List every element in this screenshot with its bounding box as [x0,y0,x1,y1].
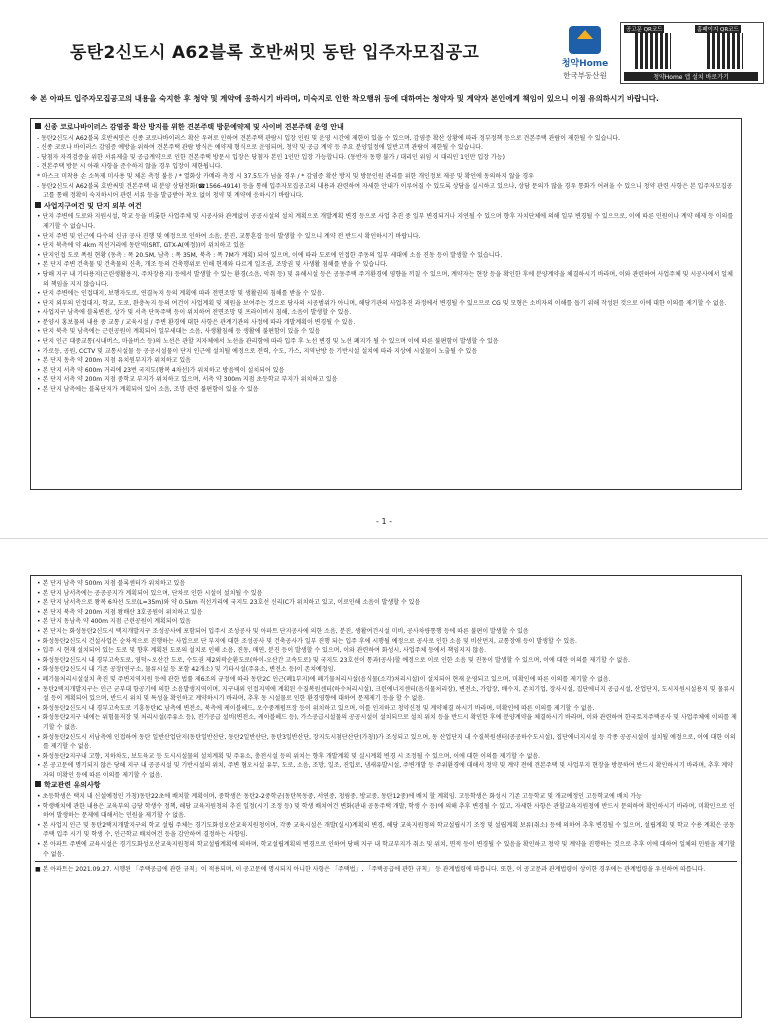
page-divider [0,538,768,539]
section-box-2 [30,575,742,1018]
list-item: • 단지 인근 대중교통(시내버스, 마을버스 등)의 노선은 관할 지자체에서 노선을 관리함에 따라 입주 후 노선 변경 및 노선 폐지가 될 수 있으며 이에 따른 불편함이 발생할 수 있음 [37,338,499,346]
list-item: • 단지 북측 및 남측에는 근린공원이 계획되어 일부세대는 소음, 사생활침해 등 생활에 불편함이 있을 수 있음 [37,328,321,336]
square-bullet-icon [35,781,41,787]
list-item: - 견본주택 방문 시 아래 사항을 준수하지 않을 경우 입장이 제한됩니다. [37,163,223,171]
list-item: • 단지인접 도로 폭원 현황 (동측 : 폭 20.5M, 남측 : 폭 35M, 북측 : 폭 7M가 계획) 되어 있으며, 이에 따라 도로에 인접한 주동의 일부 세대에 소음 진동 등이 발생할 수 있습니다. [37,251,503,259]
house-logo-icon [569,26,601,54]
section-heading: 학교관련 유의사항 [35,781,737,791]
list-item: - 동탄2신도시 A62블록 호반써밋 견본주택 내 분양 상담전화(☎1566-4914) 등을 통해 입주자모집공고의 내용과 관련하여 자세한 안내가 이루어질 수 있도록 상담을 실시하고 있으나, 상담 문의가 많을 경우 통화가 어려울 수 있으니 청약 관련 사항은 본 입주자모집공고를 통해 정확히 숙지하시어 관련 서류 등을 발급받아 착오 없이 청약 및 계약에 응하시기 바랍니다. [37,182,733,200]
list-item: • 초등학생은 택지 내 신설예정인 가칭)동탄22초에 배치할 계획이며, 중학생은 동탄2-2중학군(동탄목동중, 서연중, 청림중, 방교중, 동탄12중)에 배치 할 계획임. 고등학생은 화성시 기존 고등학교 및 개교예정인 고등학교에 배치 가능 [37,793,642,801]
list-item: • 단지 북측에 약 4km 직선거리에 동탄역(SRT, GTX-A(예정))이 위치하고 있음 [37,242,245,250]
list-item: • 본 단지는 화성동탄2신도시 택지개발지구 조성공사에 포함되어 입주시 조성공사 및 아파트 단지공사에 의한 소음, 분진, 생활여건시설 미비, 공사차량통행 등에 따른 불편이 발생할 수 있음 [37,627,529,635]
qr-label-notice: 공고문 QR코드 [626,27,663,33]
list-item: • 본 단지 남측에는 블록단지가 계획되어 있어 소음, 조망 관련 불편함이 있을 수 있음 [37,386,259,394]
list-item: • 본 단지 서측 약 200m 지점 중학교 부지가 위치하고 있으며, 서측 약 300m 지점 초등학교 부지가 위치하고 있음 [37,376,338,384]
section-body [35,212,737,394]
list-item: • 본 단지 주변 건축물 및 건축물의 신축, 개조 등의 건축행위로 인해 현재와 다르게 일조권, 조망권 및 사생활 침해를 받을 수 있습니다. [37,261,388,269]
list-item: • 화성동탄2지구 내에는 위험물저장 및 처리시설(주유소 등), 전기공급 설비(변전소, 케이블헤드 등), 가스공급시설물의 공공시설이 설치되므로 설치 위치 등을 반드시 확인한 후에 분양계약을 체결하시기 바라며, 이와 관련하여 한국토지주택공사 및 사업주체에 이의를 제기할 수 없음. [37,714,737,731]
list-item: • 폐기물처리시설설치 촉진 및 주변지역지원 등에 관한 법률 제6조의 규정에 따라 동탄2C 인근(폐1부지)에 폐기물처리시설(음식물(소각)처리시설)이 설치되어 현재 운영되고 있으며, 미확인에 따른 이의를 제기할 수 없음. [37,675,611,683]
section-box-1 [30,118,742,490]
list-item: • 사업지구 남측에 블록변전, 상가 및 서측 단독주택 등이 위치하여 전면조망 및 프라이버시 침해, 소음이 발생할 수 있음. [37,309,352,317]
section-heading: 사업지구여건 및 단지 외부 여건 [35,202,737,212]
list-item: • 당해 지구 내 기타용지(근린생활용지, 주차장용지) 등에서 발생할 수 있는 환경(소음, 악취 등) 및 유해시설 등은 공동주택 주거환경에 영향을 끼칠 수 있으며, 계약자는 현장 등을 확인한 후에 분양계약을 체결하시기 바라며, 이와 관련하여 사업주체 및 시공사에서 일체의 책임을 지지 않습니다. [37,270,733,288]
list-item: • 본 단지 동남측 약 400m 지점 근린공원이 계획되어 있음 [37,618,191,626]
page-title: 동탄2신도시 A62블록 호반써밋 동탄 입주자모집공고 [70,43,480,63]
list-item: • 본 단지 동측 약 200m 지점 유치원부지가 위치하고 있음 [37,357,191,365]
list-item: • 본 단지 남서측으로 왕복 6차선 도로(L=35m)와 약 0.5km 직선거리에 국지도 23호선 신리(C가 위치하고 있고, 이로인해 소음이 발생할 수 있음 [37,599,421,607]
qr-code-icon[interactable] [707,33,743,69]
list-item: • 분양시 홍보물의 내용 중 교통 / 교육시설 / 주변 환경에 대한 사항은 관계기관의 사정에 따라 개발계획이 변경될 수 있음. [37,318,356,326]
list-item: - 동탄2신도시 A62블록 호반써밋은 신종 코로나바이러스 확산 우려로 인하여 견본주택 관람시 입장 인원 및 운영 시간에 제한이 있을 수 있으며, 감염증 확산 상황에 따라 정부정책 등으로 견본주택 관람이 제한될 수 있습니다. [37,134,621,142]
qr-label-home: 홈페이지 QR코드 [697,27,739,33]
section-body [35,579,737,780]
list-item: • 본 공고문에 명기되지 않은 당해 지구 내 공공시설 및 기반시설의 위치, 주변 혐오시설 유무, 도로, 소음, 조망, 일조, 진입로, 냄새유발시설, 주변개발 등 주위환경에 대해서 청약 및 계약 전에 견본주택 및 사업부지 현장을 방문하여 반드시 확인하시기 바라며, 추후 계약자의 미확인 등에 따른 이의를 제기할 수 없음. [37,762,733,779]
section-body [35,134,737,201]
list-item: • 화성동탄2신도시 내 경부고속도로 기흥동탄IC 남측에 변전소, 북측에 케이블헤드, 오수중계펌프장 등이 위치하고 있으며, 이를 인지하고 청약신청 및 계약체결 하시기 바라며, 미확인에 따른 이의를 제기할 수 없음. [37,704,595,712]
list-item: • 화성동탄2신도시 서남측에 인접하여 동탄 일반산업단지(동탄일반산단, 동탄2일반산단, 동탄3일반산단, 장지도시첨단산단(가칭))가 조성되고 있으며, 동 산업단지 내 수질복원센터(공공하수도시설), 집단에너지시설 등 각종 공공시설이 설치될 예정으로, 이에 대한 이의를 제기할 수 없음. [37,733,736,751]
list-item: • 본 단지 남서측에는 공공공지가 계획되어 있으며, 단차로 인한 시설이 설치될 수 있음 [37,589,263,597]
list-item: • 본 단지 서측 약 600m 거리에 23번 국지도(왕복 4차선)가 위치하고 방음벽이 설치되어 있음 [37,366,285,374]
qr-code-icon[interactable] [635,33,671,69]
list-item: • 가로등, 공원, CCTV 및 교통시설물 등 공공시설물이 단지 인근에 설치될 예정으로 전력, 수도, 가스, 지역난방 등 기반시설 설치에 따라 지상에 시설물이 노출될 수 있음 [37,347,478,355]
list-item: • 화성동탄2신도시 내 기존 공장(연구소, 물류시설 등 포함 42개소) 및 기타시설(주유소, 변전소 등)이 존치예정임. [37,666,336,674]
square-bullet-icon [35,123,41,129]
qr-caption: 청약Home 앱 설치 바로가기 [624,72,758,81]
section-body [35,792,737,859]
logo [560,26,610,82]
square-bullet-icon [35,202,41,208]
list-item: * 마스크 미착용 손 소독제 미사용 및 체온 측정 불응 / * 열화상 카메라 측정 시 37.5도가 넘을 경우 / * 감염증 확산 방지 및 방문인원 관리를 위한 개인정보 제공 및 확인에 동의하지 않을 경우 [37,172,534,180]
list-item: - 당첨자 자격검증을 위한 서류제출 및 공급계약으로 인한 견본주택 방문시 입장은 당첨자 본인 1인만 입장 가능합니다. (동반자 동행 불가 / 대리인 위임 시 대리인 1인만 입장 가능) [37,153,505,161]
qr-box [620,22,764,84]
list-item: • 단지 주변에는 인접대지, 보행자도로, 연결녹지 등의 계획에 따라 전면조망 및 생활권의 침해를 받을 수 있음. [37,290,325,298]
list-item: • 동탄2택지개발지구는 인근 군부대 항공기에 의한 소음발생지역이며, 지구내외 인접지역에 계획된 수질복원센터(하수처리시설), 크린에너지센터(음식물처리장), 변전소, 가압장, 배수지, 존치기업, 장사시설, 집단에너지 공급시설, 산업단지, 도시지원시설용지 및 물류시설 등이 계획되어 있으며, 반드시 위치 및 특성을 확인하고 계약하시기 바라며, 추후 동 시설물로 인한 환경영향에 대하여 문제제기 등을 할 수 없음. [37,685,735,703]
logo-org: 한국부동산원 [563,71,607,80]
list-item: - 신종 코로나 바이러스 감염증 예방을 위하여 견본주택 관람 방식은 예약제 형식으로 운영되며, 청약 및 공급 계약 등 주요 분양일정에 일반고객 관람이 제한될 수 있습니다. [37,144,483,152]
bottom-note: ■ 본 아파트는 2021.09.27. 시행된 「주택공급에 관한 규칙」이 적용되며, 이 공고문에 명시되지 아니한 사항은 「주택법」, 「주택공급에 관한 규칙」 등 관계법령에 따릅니다. 또한, 이 공고문과 관계법령이 상이한 경우에는 관계법령을 우선하여 따릅니다. [35,861,737,875]
list-item: • 본 사업지 인근 및 동탄2택지개발지구의 학교 설립 주체는 경기도화성오산교육지원청이며, 각종 교육시설은 개발(실시)계획의 변경, 해당 교육지원청의 학교설립시기 조정 및 설립계획 보류(취소) 등에 의하여 추후 변경될 수 있으며, 설립계획 및 학교 수용 계획은 공동주택 입주 시기 및 학생 수, 인근학교 배치여건 등을 감안하여 결정하는 사항임. [37,821,735,839]
logo-brand: 청약Home [561,59,609,69]
list-item: • 단지 주변에 도로와 지원시설, 학교 등을 비롯한 사업주체 및 시공사와 관계없이 공공시설의 설치 계획으로 개발계획 변경 등으로 사업 추진 중 일부 변경되거나 지연될 수 있으며 향후 자치단체에 의해 일부 변경될 수 있으므로, 이에 따른 민원이나 계약 해제 등 이의를 제기할 수 없습니다. [37,213,734,230]
warning-notice: ※ 본 아파트 입주자모집공고의 내용을 숙지한 후 청약 및 계약에 응하시기 바라며, 미숙지로 인한 착오행위 등에 대하여는 청약자 및 계약자 본인에게 책임이 있으니 이점 유의하시기 바랍니다. [30,94,659,103]
list-item: • 단지 주변 및 인근에 다수의 신규 공사 진행 및 예정으로 인하여 소음, 분진, 교통혼잡 등이 발생할 수 있으니 계약 전 반드시 확인하시기 바랍니다. [37,232,421,240]
section-heading: 신종 코로나바이러스 감염증 확산 방지를 위한 견본주택 방문예약제 및 사이버 견본주택 운영 안내 [35,123,737,133]
list-item: • 화성동탄2신도시 내 경부고속도로, 영덕~오산간 도로, 수도권 제2외곽순환도로(하이-오산간 고속도로) 및 국지도 23호선이 통과(공사)할 예정으로 이로 인한 소음 및 진동이 발생할 수 있으며, 이에 대한 이의를 제기할 수 없음. [37,656,630,664]
list-item: • 본 아파트 주변에 교육시설은 경기도화성오산교육지원청의 학교설립계획에 의하며, 학교설립계획의 변경으로 인하여 당해 지구 내 학교부지가 취소 및 위치, 면적 등이 변경될 수 있음을 확인하고 청약 및 계약을 진행하는 것으로 추후 이에 대하여 일체의 민원을 제기할 수 없음. [37,841,736,858]
list-item: • 본 단지 남측 약 500m 지점 블록센터가 위치하고 있음 [37,580,186,587]
list-item: • 단지 외부의 인접대지, 학교, 도로, 완충녹지 등의 여건이 사업계획 및 제원을 보여주는 것으로 당사의 시공범위가 아니며, 해당기관의 사업추진 과정에서 변경될 수 있으므로 CG 및 모형은 소비자의 이해를 돕기 위해 작성된 것으로 이에 대한 이의를 제기할 수 없음. [37,299,727,307]
header [0,0,768,84]
list-item: • 본 단지 북측 약 200m 지점 왕배산 3호공원이 위치하고 있음 [37,608,203,616]
list-item: • 화성동탄2지구내 고향, 지하차도, 보도육교 등 도시시설물의 설치계획 및 주유소, 충전시설 등의 위치는 향후 개발계획 및 실시계획 변경 시 조정될 수 있으며, 이에 대한 이의를 제기할 수 없음. [37,752,541,760]
page-number: - 1 - [376,517,392,526]
list-item: • 학생배치에 관한 내용은 교육부의 급당 학생수 정책, 해당 교육지원청의 추진 일정(시기 조정 등) 및 학생 배치여건 변화(관내 공동주택 개발, 학생 수 등)에 의해 추후 변경될 수 있고, 자세한 사항은 관할교육지원청에 반드시 문의하여 확인하시기 바라며, 미확인으로 인하여 발생하는 문제에 대해서는 민원을 제기할 수 없음. [37,802,735,820]
list-item: • 화성동탄2신도시 건설사업은 순차적으로 진행하는 사업으로 단 부지에 대한 조성공사 및 건축공사가 일부 진행 되는 입주 후에 시행될 예정으로 공사로 인한 소음 및 비산먼지, 교통장애 등이 발생할 수 있음. [37,637,577,645]
list-item: • 입주 시 현재 설치되어 있는 도로 및 향후 계획된 도로의 설치로 인해 소음, 진동, 매연, 분진 등이 발생할 수 있으며, 이와 관련하여 화성시, 사업주체 등에서 책임지지 않음. [37,647,487,655]
